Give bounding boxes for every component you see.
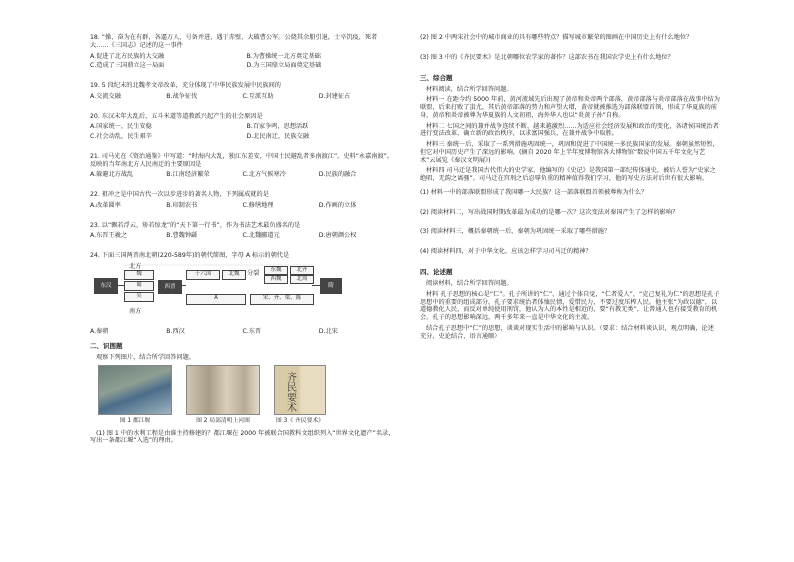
option-a[interactable]: A.交流交融 xyxy=(90,92,121,100)
option-c[interactable]: C.北魏郦道元 xyxy=(242,232,280,240)
box-xijin: 西晋 xyxy=(158,280,182,294)
material-3: 材料三 秦统一后，采取了一系列措施巩固统一，巩固和促进了中国统一多民族国家的发展。秦朝虽然短暂，但它对中国历史产生了深远的影响。(摘自 2020 年上半年度博物馆各大博物馆“数说中国五千年文化与艺术”云展览《秦汉文明展》) xyxy=(420,141,719,164)
label-north: 北方 xyxy=(129,262,142,270)
essay-material: 材料 孔子思想的核心是“仁”。孔子所讲的“仁”，通过个体自觉，“仁者爱人”，“克己复礼为仁”的思想是孔子思想中的重要的组成部分。孔子要求统治者体恤民情，爱惜民力，不要过度压榨人民。他主张“为政以德”，以道德教化人民，而反对单纯使用刑罚，他认为人的本性是相近的，要“有教无类”，让普通人也有接受教育的机会。孔子的思想影响深远，两千多年来一直是中华文化的主流。 xyxy=(420,290,720,321)
image-question-3: (3) 图 3 中的《齐民要术》是北朝哪位农学家的著作？这部农书在我国农学史上有什么地位？ xyxy=(420,53,674,61)
option-d[interactable]: D.唐朝颜公权 xyxy=(318,232,357,240)
box-donghan: 东汉 xyxy=(94,278,118,294)
question-3: (3) 阅读材料三，概括秦朝统一后，秦朝为巩固统一采取了哪些措施？ xyxy=(420,228,611,236)
option-b[interactable]: B.江南经济繁荣 xyxy=(166,171,210,179)
left-column xyxy=(90,34,395,448)
option-d[interactable]: D.为三国鼎立局面奠定基础 xyxy=(246,62,322,70)
question-23 xyxy=(90,222,395,241)
book-title: 齐民要术 xyxy=(284,372,296,413)
label-south: 南方 xyxy=(129,307,142,315)
section-heading: 三、综合题 xyxy=(420,73,453,82)
material-2: 材料二 七国之间的兼并战争连续不断，越来越激烈……为适应社会经济发展和政治的变化，各诸侯国统治者进行变法改革，确立新的政治秩序，以求富国强兵，在兼并战争中取胜。 xyxy=(420,122,719,138)
option-a[interactable]: A.躲避北方战乱 xyxy=(90,171,134,179)
question-stem: 19. 5 段纪末的北魏孝文帝改革，充分体现了中华民族发展中民族间的 xyxy=(90,82,281,89)
box-sui: 隋 xyxy=(320,278,342,294)
essay-task: 结合孔子思想中“仁”的思想，谈谈对现实生活中的影响与认识。（要求：结合材料谈认识，观点明确，论述充分，史论结合，语言通顺） xyxy=(420,324,714,340)
question-24 xyxy=(90,252,395,336)
question-stem: 23. 以“飘若浮云，矫若惊龙”的“天下第一行书”，作为书法艺术最负盛名的是 xyxy=(90,221,301,229)
option-a[interactable]: A.改革圆率 xyxy=(90,201,121,209)
image-question-1: (1) 图 1 中的水利工程是由谁主持修建的？都江堰在 2000 年被联合国教科文组织列入“世界文化遗产”名录，写出一条都江堰“入选”的理由。 xyxy=(90,429,395,445)
option-c[interactable]: C.修缮地理 xyxy=(242,201,274,209)
dujiangyan-image xyxy=(98,365,172,415)
option-d[interactable]: D.作画的立体 xyxy=(318,201,357,209)
question-1: (1) 材料一中的部落联盟形成了我国哪一大民族？这一部落联盟首领被尊称为什么？ xyxy=(420,188,648,196)
section-intro: 观察下列图片，结合所学回答问题。 xyxy=(96,353,195,361)
option-c[interactable]: C.互派互助 xyxy=(242,92,274,100)
option-b[interactable]: B.战争征伐 xyxy=(166,92,198,100)
box-xiwei: 西魏 xyxy=(264,275,288,284)
option-b[interactable]: B.曹魏钟繇 xyxy=(166,232,198,240)
material-4: 材料四 司马迁是我国古代伟大的史学家，他编写的《史记》是我国第一部纪传体通史，被后人誉为“史家之绝唱，无韵之离骚”。司马迁在宫刑之后忍辱负重的精神值得我们学习，他的写史方法对后世有很大影响。 xyxy=(420,167,716,183)
question-19 xyxy=(90,82,395,101)
figure-row xyxy=(98,365,395,425)
option-a[interactable]: A.国家统一，民生安稳 xyxy=(90,123,152,131)
question-stem: 18. “操，奋为在有群，各逼万人，号备并进，遇于赤壁，大破曹公军。公烧其余船引退，士卒饥疫，死者大……《三国志》记述的这一事件 xyxy=(90,34,378,49)
right-column xyxy=(420,34,720,343)
question-stem: 21. 司马光在《资治通鉴》中写道：“时海内大乱，独江东差安，中国士民避乱者多南渡江”。史料“永嘉南渡”。反映的当年南北方人民南迁的主要原因是 xyxy=(90,152,394,168)
option-d[interactable]: D.民族的融合 xyxy=(318,171,357,179)
option-d[interactable]: D.北宋 xyxy=(318,327,338,335)
box-wei: 魏 xyxy=(124,270,154,280)
question-18 xyxy=(90,34,395,70)
box-a: A xyxy=(186,294,246,305)
question-stem: 24. 下面三国两晋南北朝(220-589年)的朝代简图，字母 A 标示的朝代是 xyxy=(90,252,290,259)
box-shu: 蜀 xyxy=(124,281,154,291)
option-c[interactable]: C.东晋 xyxy=(242,327,262,335)
figure-caption: 图 1 都江堰 xyxy=(119,418,151,425)
qimin-yaoshu-image xyxy=(274,365,326,415)
option-c[interactable]: C.北方气候寒冷 xyxy=(242,171,286,179)
question-20 xyxy=(90,113,395,141)
section-heading: 四、论述题 xyxy=(420,267,453,276)
option-a[interactable]: A.促进了北方民族的大交融 xyxy=(90,52,165,60)
question-2: (2) 阅读材料二，写出战国时期改革最为成功的是哪一次？这次变法对秦国产生了怎样的影响？ xyxy=(420,208,679,216)
box-beiqi: 北齐 xyxy=(290,266,314,275)
option-c[interactable]: C.社会动乱，民生艰辛 xyxy=(90,133,152,140)
box-song-qi-liang-chen: 宋、齐、梁、陈 xyxy=(250,294,314,305)
question-stem: 20. 东汉末年大乱后，五斗米道等道教派兴起产生的社会原因是 xyxy=(90,112,263,120)
box-wu: 吴 xyxy=(124,292,154,302)
section-intro: 阅读材料，结合所学回答问题。 xyxy=(426,280,513,287)
option-d[interactable]: D.北民南迁，民族交融 xyxy=(246,133,309,140)
box-sixteen-kingdoms: 十六国 xyxy=(186,270,220,280)
figure-caption: 图 3《 齐民要术》 xyxy=(276,418,324,425)
option-b[interactable]: B.西汉 xyxy=(166,327,185,335)
dynasty-diagram xyxy=(94,264,344,324)
qingming-scroll-image xyxy=(186,365,260,415)
option-a[interactable]: A.秦朝 xyxy=(90,327,109,335)
section-heading: 二、识图题 xyxy=(90,341,123,350)
question-21 xyxy=(90,153,395,179)
box-beiwei: 北魏 xyxy=(222,270,246,280)
option-b[interactable]: B.百家争鸣，思想活跃 xyxy=(246,123,309,131)
section-intro: 材料阅读，结合所学回答问题。 xyxy=(426,85,513,93)
option-b[interactable]: B.为曹操统一北方奠定基础 xyxy=(246,52,321,60)
label-split: 分裂 xyxy=(247,269,260,277)
option-b[interactable]: B.印制农书 xyxy=(166,201,198,209)
box-dongwei: 东魏 xyxy=(264,266,288,275)
question-22 xyxy=(90,191,395,210)
figure-caption: 图 2 局部清明上河图 xyxy=(196,418,250,425)
option-d[interactable]: D.封建征占 xyxy=(318,92,351,100)
option-a[interactable]: A.东晋王羲之 xyxy=(90,232,128,240)
material-1: 材料一 在距今约 5000 年前，黄河流域先后出现了黄帝和炎帝两个部落，黄帝部落与炎帝部落在战事中结为联盟，后来打败了蚩尤，其后黄帝部落的势力和声望大增，黄帝就被推选为部落联盟首领，形成了华夏族的前身，黄帝和炎帝被尊为华夏族的人文初祖，海外华人也以“炎黄子孙”自称。 xyxy=(420,96,720,119)
question-4: (4) 阅读材料四，对于中华文化，应该怎样学习司马迁的精神？ xyxy=(420,248,592,256)
image-question-2: (2) 图 2 中两宋社会中的城市商业的具有哪些特点？描写城市繁荣的图画在中国历史上有什么地位？ xyxy=(420,34,693,41)
box-beizhou: 北周 xyxy=(290,275,314,284)
option-c[interactable]: C.造成了三国鼎立这一局面 xyxy=(90,62,165,70)
question-stem: 22. 祖冲之是中国古代一次以步进步的著名人物，下列属成就的是 xyxy=(90,191,269,198)
